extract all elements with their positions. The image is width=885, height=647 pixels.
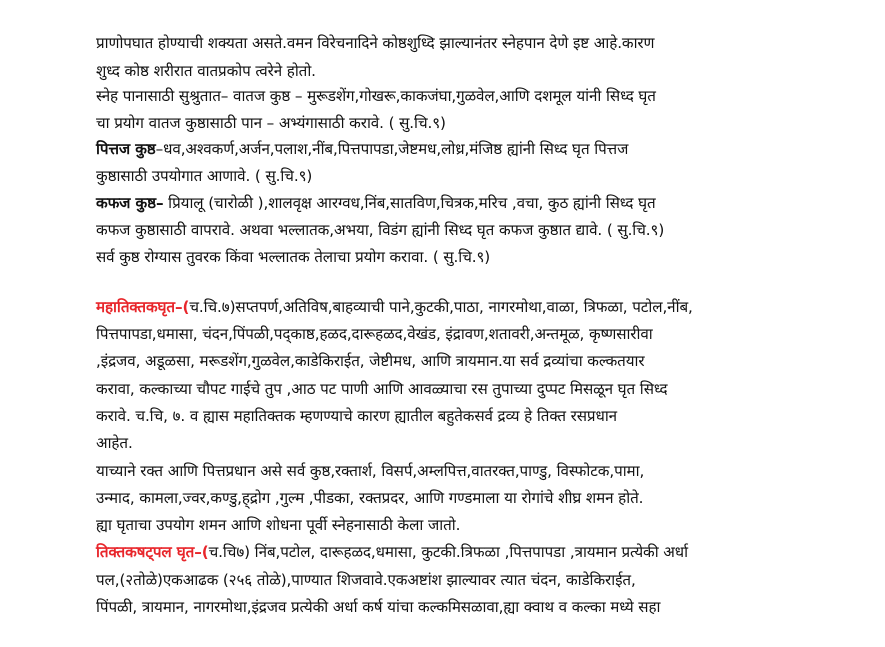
- text-line-21: पिंपळी, त्रायमान, नागरमोथा,इंद्रजव प्रत्येकी अर्धा कर्ष यांचा कल्कमिसळावा,ह्या क्वाथ व कल्का मध्ये सहा: [96, 598, 661, 616]
- text-line-15: आहेत.: [96, 434, 133, 452]
- text-line-3: स्नेह पानासाठी सुश्रुतात– वातज कुष्ठ – मुरूडशेंग,गोखरू,काकजंघा,गुळवेल,आणि दशमूल यांनी सिध्द घृत: [96, 87, 656, 105]
- text-line-5: [96, 138, 628, 160]
- text-line-12: ,इंद्रजव, अडूळसा, मरूडशेंग,गुळवेल,काडेकिराईत, जेष्टीमध, आणि त्रायमान.या सर्व द्रव्यांचा कल्कतयार: [96, 352, 645, 370]
- text-line-10-body: च.चि.७)सप्तपर्ण,अतिविष,बाहव्याची पाने,कुटकी,पाठा, नागरमोथा,वाळा, त्रिफळा, पटोल,नींब,: [189, 298, 693, 316]
- text-line-6: कुष्ठासाठी उपयोगात आणावे. ( सु.चि.९): [96, 167, 313, 185]
- text-line-13: करावा, कल्काच्या चौपट गाईचे तुप ,आठ पट पाणी आणि आवळ्याचा रस तुपाच्या दुप्पट मिसळून घृत सिध्द: [96, 380, 668, 398]
- text-line-20: पल,(२तोळे)एकआढक (२५६ तोळे),पाण्यात शिजवावे.एकअष्टांश झाल्यावर त्यात चंदन, काडेकिराईत,: [96, 571, 636, 589]
- text-line-19-body: च.चि७) निंब,पटोल, दारूहळद,धमासा, कुटकी.त्रिफळा ,पित्तपापडा ,त्रायमान प्रत्येकी अर्धा: [208, 543, 688, 561]
- heading-pittaj-kushtha: पित्तज कुष्ठ: [96, 140, 156, 158]
- text-line-9: सर्व कुष्ठ रोग्यास तुवरक किंवा भल्लातक तेलाचा प्रयोग करावा. ( सु.चि.९): [96, 248, 491, 266]
- text-line-11: पित्तपापडा,धमासा, चंदन,पिंपळी,पद्‌काष्ठ,हळद,दारूहळद,वेखंड, इंद्रावण,शतावरी,अन्तमूळ, कृष्णसारीवा: [96, 325, 653, 343]
- text-line-17: उन्माद, कामला,ज्वर,कण्डु,ह्‌द्रोग ,गुल्म ,पीडका, रक्तप्रदर, आणि गण्डमाला या रोगांचे शीघ्र शमन होते.: [96, 489, 644, 507]
- text-line-8: कफज कुष्ठासाठी वापरावे. अथवा भल्लातक,अभया, विडंग ह्यांनी सिध्द घृत कफज कुष्ठात द्यावे. ( सु.चि.९): [96, 221, 665, 239]
- text-line-18: ह्या घृताचा उपयोग शमन आणि शोधना पूर्वी स्नेहनासाठी केला जातो.: [96, 516, 461, 534]
- heading-kaphaj-kushtha: कफज कुष्ठ–: [96, 194, 164, 212]
- text-line-2: शुध्द कोष्ठ शरीरात वातप्रकोप त्वरेने होतो.: [96, 62, 316, 80]
- text-line-5-body: –धव,अश्वकर्ण,अर्जन,पलाश,नींब,पित्तपापडा,जेष्टमध,लोध्र,मंजिष्ठ ह्यांनी सिध्द घृत पित्तज: [155, 140, 629, 158]
- text-line-19: [96, 541, 688, 563]
- text-line-1: प्राणोपघात होण्याची शक्यता असते.वमन विरेचनादिने कोष्ठशुध्दि झाल्यानंतर स्नेहपान देणे इष्ट आहे.कारण: [96, 34, 655, 52]
- text-line-7-body: प्रियालू (चारोळी ),शालवृक्ष आरग्वध,निंब,सातविण,चित्रक,मरिच ,वचा, कुठ ह्यांनी सिध्द घृत: [163, 194, 656, 212]
- text-line-10: [96, 296, 693, 318]
- text-line-16: याच्याने रक्त आणि पित्तप्रधान असे सर्व कुष्ठ,रक्तार्श, विसर्प,अम्लपित्त,वातरक्त,पाण्डु, विस्फोटक,पामा,: [96, 462, 645, 480]
- heading-mahatiktak-ghrut: महातिक्तकघृत–(: [96, 298, 190, 316]
- text-line-4: चा प्रयोग वातज कुष्ठासाठी पान – अभ्यंगासाठी करावे. ( सु.चि.९): [96, 114, 446, 132]
- text-line-14: करावे. च.चि, ७. व ह्यास महातिक्तक म्हणण्याचे कारण ह्यातील बहुतेकसर्व द्रव्य हे तिक्त रसप्रधान: [96, 407, 617, 425]
- text-line-7: [96, 192, 656, 214]
- heading-tiktak-shatpal-ghrut: तिक्तकषट्पल घृत–(: [96, 543, 209, 561]
